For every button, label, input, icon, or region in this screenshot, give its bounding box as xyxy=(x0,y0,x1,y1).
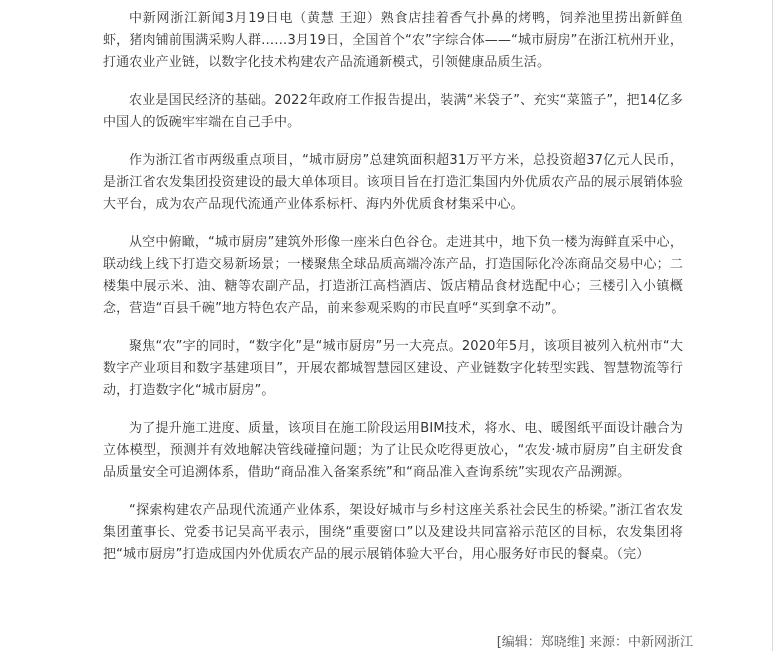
article-paragraph-1: 中新网浙江新闻3月19日电（黄慧 王迎）熟食店挂着香气扑鼻的烤鸭，饲养池里捞出新鲜鱼虾，猪肉铺前围满采购人群……3月19日，全国首个“农”字综合体——“城市厨房”在浙江杭州开业，打通农业产业链，以数字化技术构建农产品流通新模式，引领健康品质生活。 xyxy=(103,11,683,70)
editor-source-line: [编辑：郑晓维] 来源：中新网浙江 xyxy=(496,635,693,650)
article-paragraph-3: 作为浙江省市两级重点项目，“城市厨房”总建筑面积超31万平方米，总投资超37亿元人民币，是浙江省农发集团投资建设的最大单体项目。该项目旨在打造汇集国内外优质农产品的展示展销体验大平台，成为农产品现代流通产业体系标杆、海内外优质食材集采中心。 xyxy=(103,153,683,212)
article-paragraph-7: “探索构建农产品现代流通产业体系，架设好城市与乡村这座关系社会民生的桥梁。”浙江省农发集团董事长、党委书记吴高平表示，围绕“重要窗口”以及建设共同富裕示范区的目标，农发集团将把“城市厨房”打造成国内外优质农产品的展示展销体验大平台，用心服务好市民的餐桌。（完） xyxy=(103,503,683,562)
content-right-border xyxy=(772,0,773,651)
article-paragraph-6: 为了提升施工进度、质量，该项目在施工阶段运用BIM技术，将水、电、暖图纸平面设计融合为立体模型，预测并有效地解决管线碰撞问题；为了让民众吃得更放心，“农发·城市厨房”自主研发食品质量安全可追溯体系，借助“商品准入备案系统”和“商品准入查询系统”实现农产品溯源。 xyxy=(103,421,683,480)
article-body xyxy=(103,8,683,582)
article-paragraph-2: 农业是国民经济的基础。2022年政府工作报告提出，装满“米袋子”、充实“菜篮子”，把14亿多中国人的饭碗牢牢端在自己手中。 xyxy=(103,93,683,130)
article-paragraph-5: 聚焦“农”字的同时，“数字化”是“城市厨房”另一大亮点。2020年5月，该项目被列入杭州市“大数字产业项目和数字基建项目”，开展农都城智慧园区建设、产业链数字化转型实践、智慧物流等行动，打造数字化“城市厨房”。 xyxy=(103,339,683,398)
article-paragraph-4: 从空中俯瞰，“城市厨房”建筑外形像一座米白色谷仓。走进其中，地下负一楼为海鲜直采中心，联动线上线下打造交易新场景；一楼聚焦全球品质高端冷冻产品，打造国际化冷冻商品交易中心；二楼集中展示米、油、糖等农副产品，打造浙江高档酒店、饭店精品食材选配中心；三楼引入小镇概念，营造“百县千碗”地方特色农产品，前来参观采购的市民直呼“买到拿不动”。 xyxy=(103,235,683,316)
